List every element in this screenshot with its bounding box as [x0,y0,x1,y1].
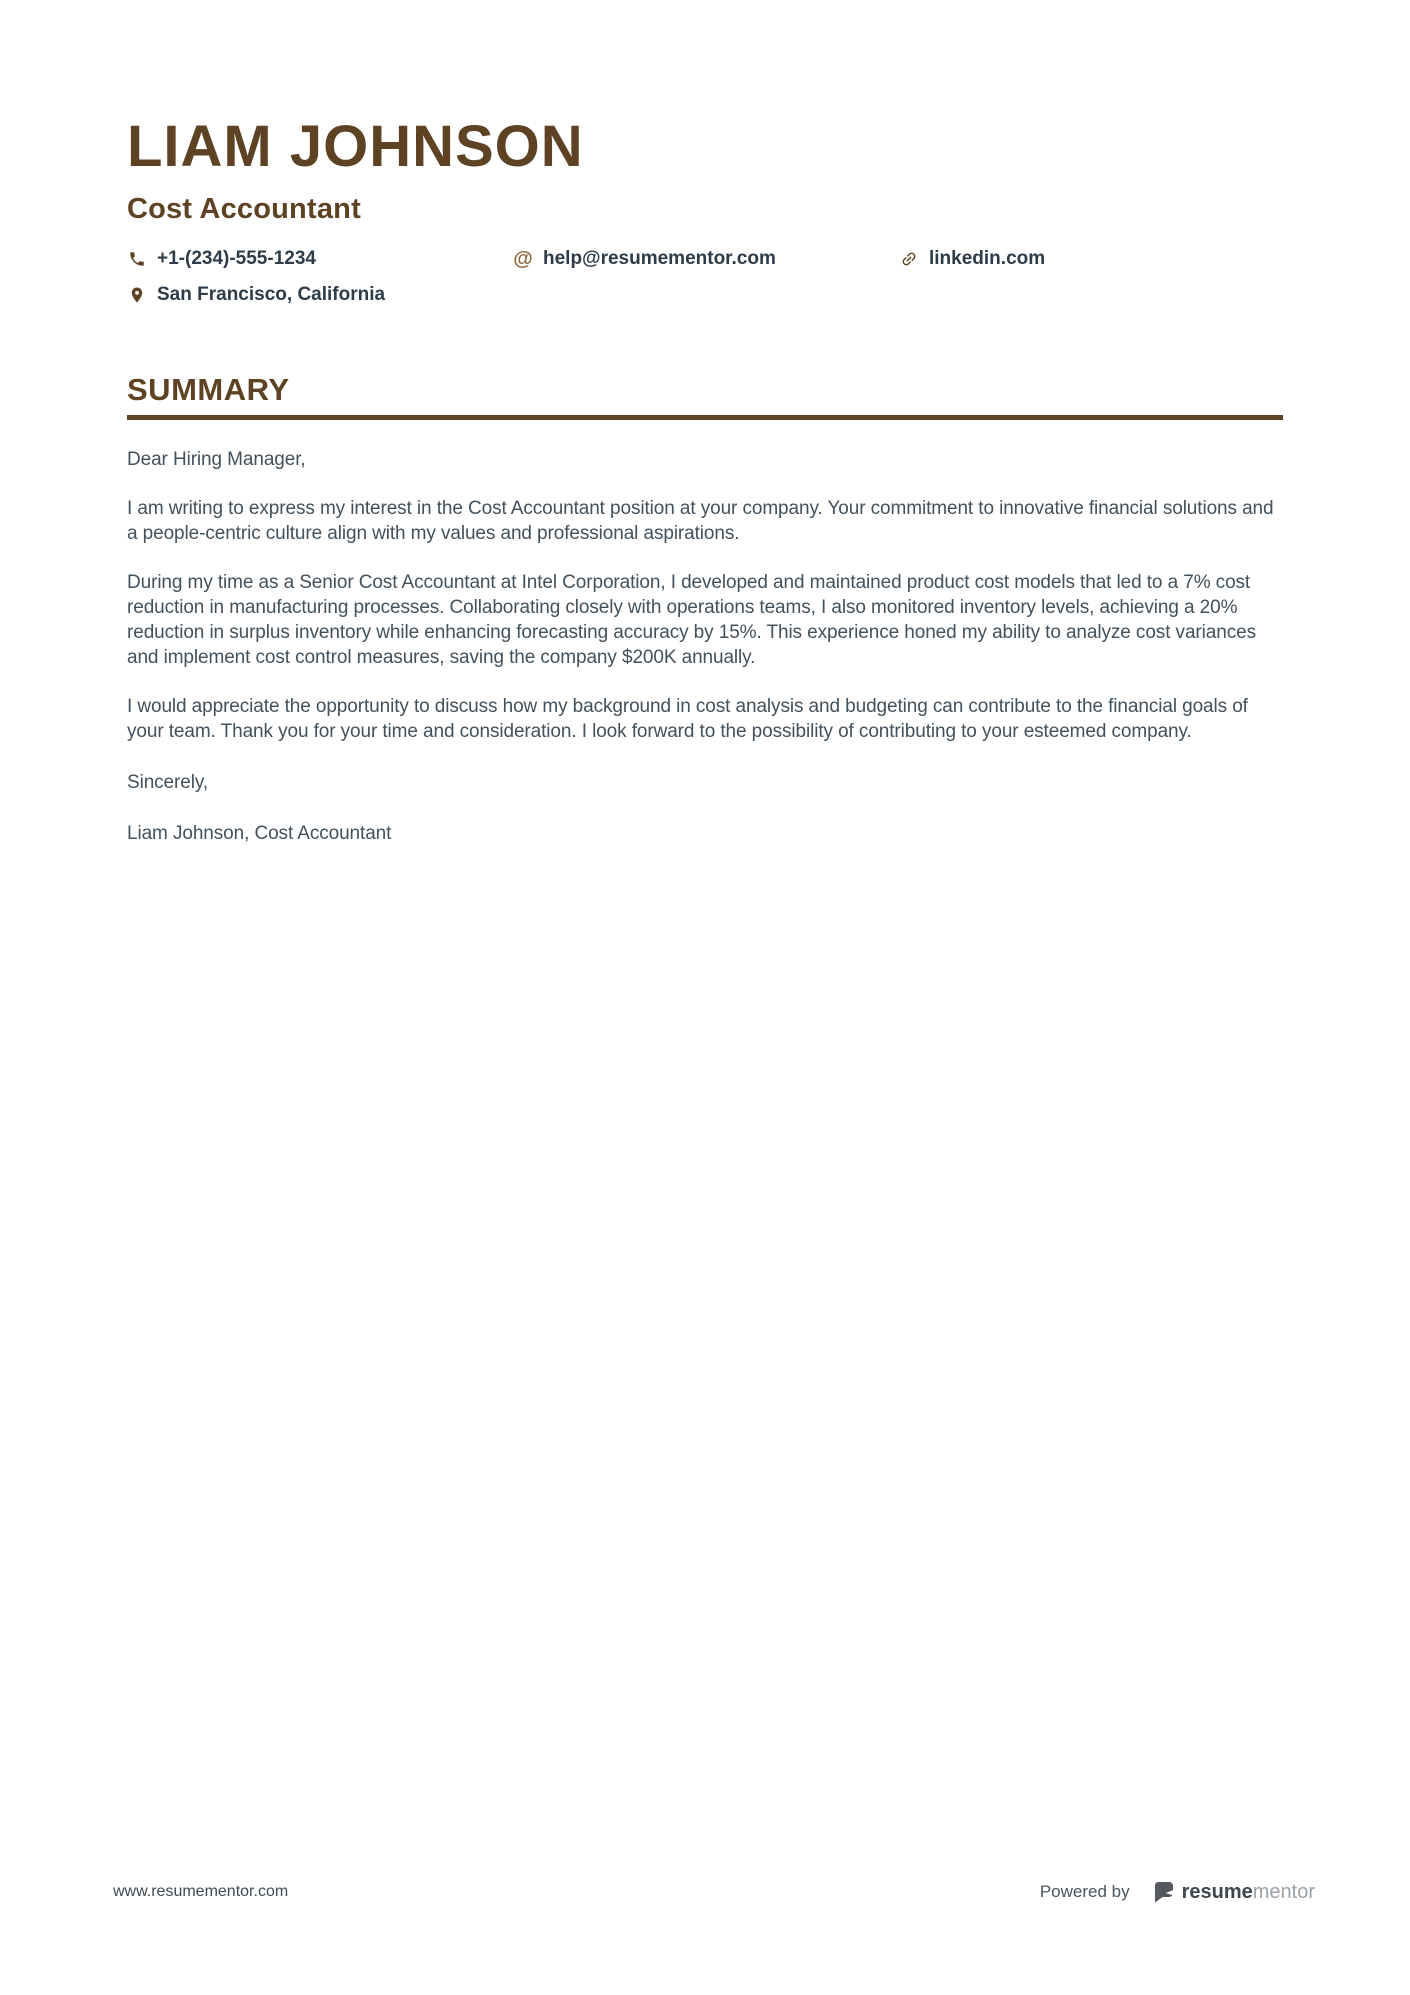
page-content [127,114,1283,846]
footer-branding [1040,1880,1315,1904]
footer-website: www.resumementor.com [113,1883,289,1900]
contact-info [127,248,1283,306]
summary-divider [127,415,1283,420]
letter-paragraph: I would appreciate the opportunity to discuss how my background in cost analysis and budgeting can contribute to the financial goals of your team. Thank you for your time and consideration. I look forward to the possibility of contributing to your esteemed company. [127,696,1248,742]
summary-section [127,372,1283,846]
letter-closing: Sincerely, [127,772,209,793]
person-name: LIAM JOHNSON [127,114,584,179]
link-icon [899,249,919,269]
linkedin-url: linkedin.com [929,248,1046,269]
location-pin-icon [127,285,147,305]
resumementor-logo-icon [1152,1880,1176,1904]
header [127,114,1283,306]
brand-name [1182,1882,1315,1902]
brand-name-bold: resume [1181,1881,1253,1903]
powered-by-label: Powered by [1039,1882,1130,1901]
contact-linkedin [899,248,1283,270]
job-title: Cost Accountant [127,193,361,225]
brand-name-light: mentor [1252,1881,1315,1903]
contact-location [127,284,513,306]
salutation: Dear Hiring Manager, [127,449,306,470]
letter-paragraph: During my time as a Senior Cost Accountant at Intel Corporation, I developed and maintained product cost models that led to a 7% cost reduction in manufacturing processes. Collaborating closely with operations teams, I also monitored inventory levels, achieving a 20% reduction in surplus inventory while enhancing forecasting accuracy by 15%. This experience honed my ability to analyze cost variances and implement cost control measures, saving the company $200K annually. [127,572,1256,668]
letter-paragraph: I am writing to express my interest in the Cost Accountant position at your company. Your commitment to innovative financial solutions and a people-centric culture align with my values and professional aspirations. [127,498,1274,544]
resumementor-brand-link[interactable] [1152,1880,1315,1904]
letter-body [127,447,1283,846]
summary-heading: SUMMARY [127,372,290,407]
footer [113,1880,1315,1904]
location-text: San Francisco, California [157,284,386,305]
phone-icon [127,249,147,269]
phone-number: +1-(234)-555-1234 [157,248,316,269]
contact-phone [127,248,513,270]
email-address: help@resumementor.com [543,248,776,269]
contact-email [513,248,899,270]
letter-signature: Liam Johnson, Cost Accountant [127,823,392,844]
at-icon: @ [513,248,533,270]
